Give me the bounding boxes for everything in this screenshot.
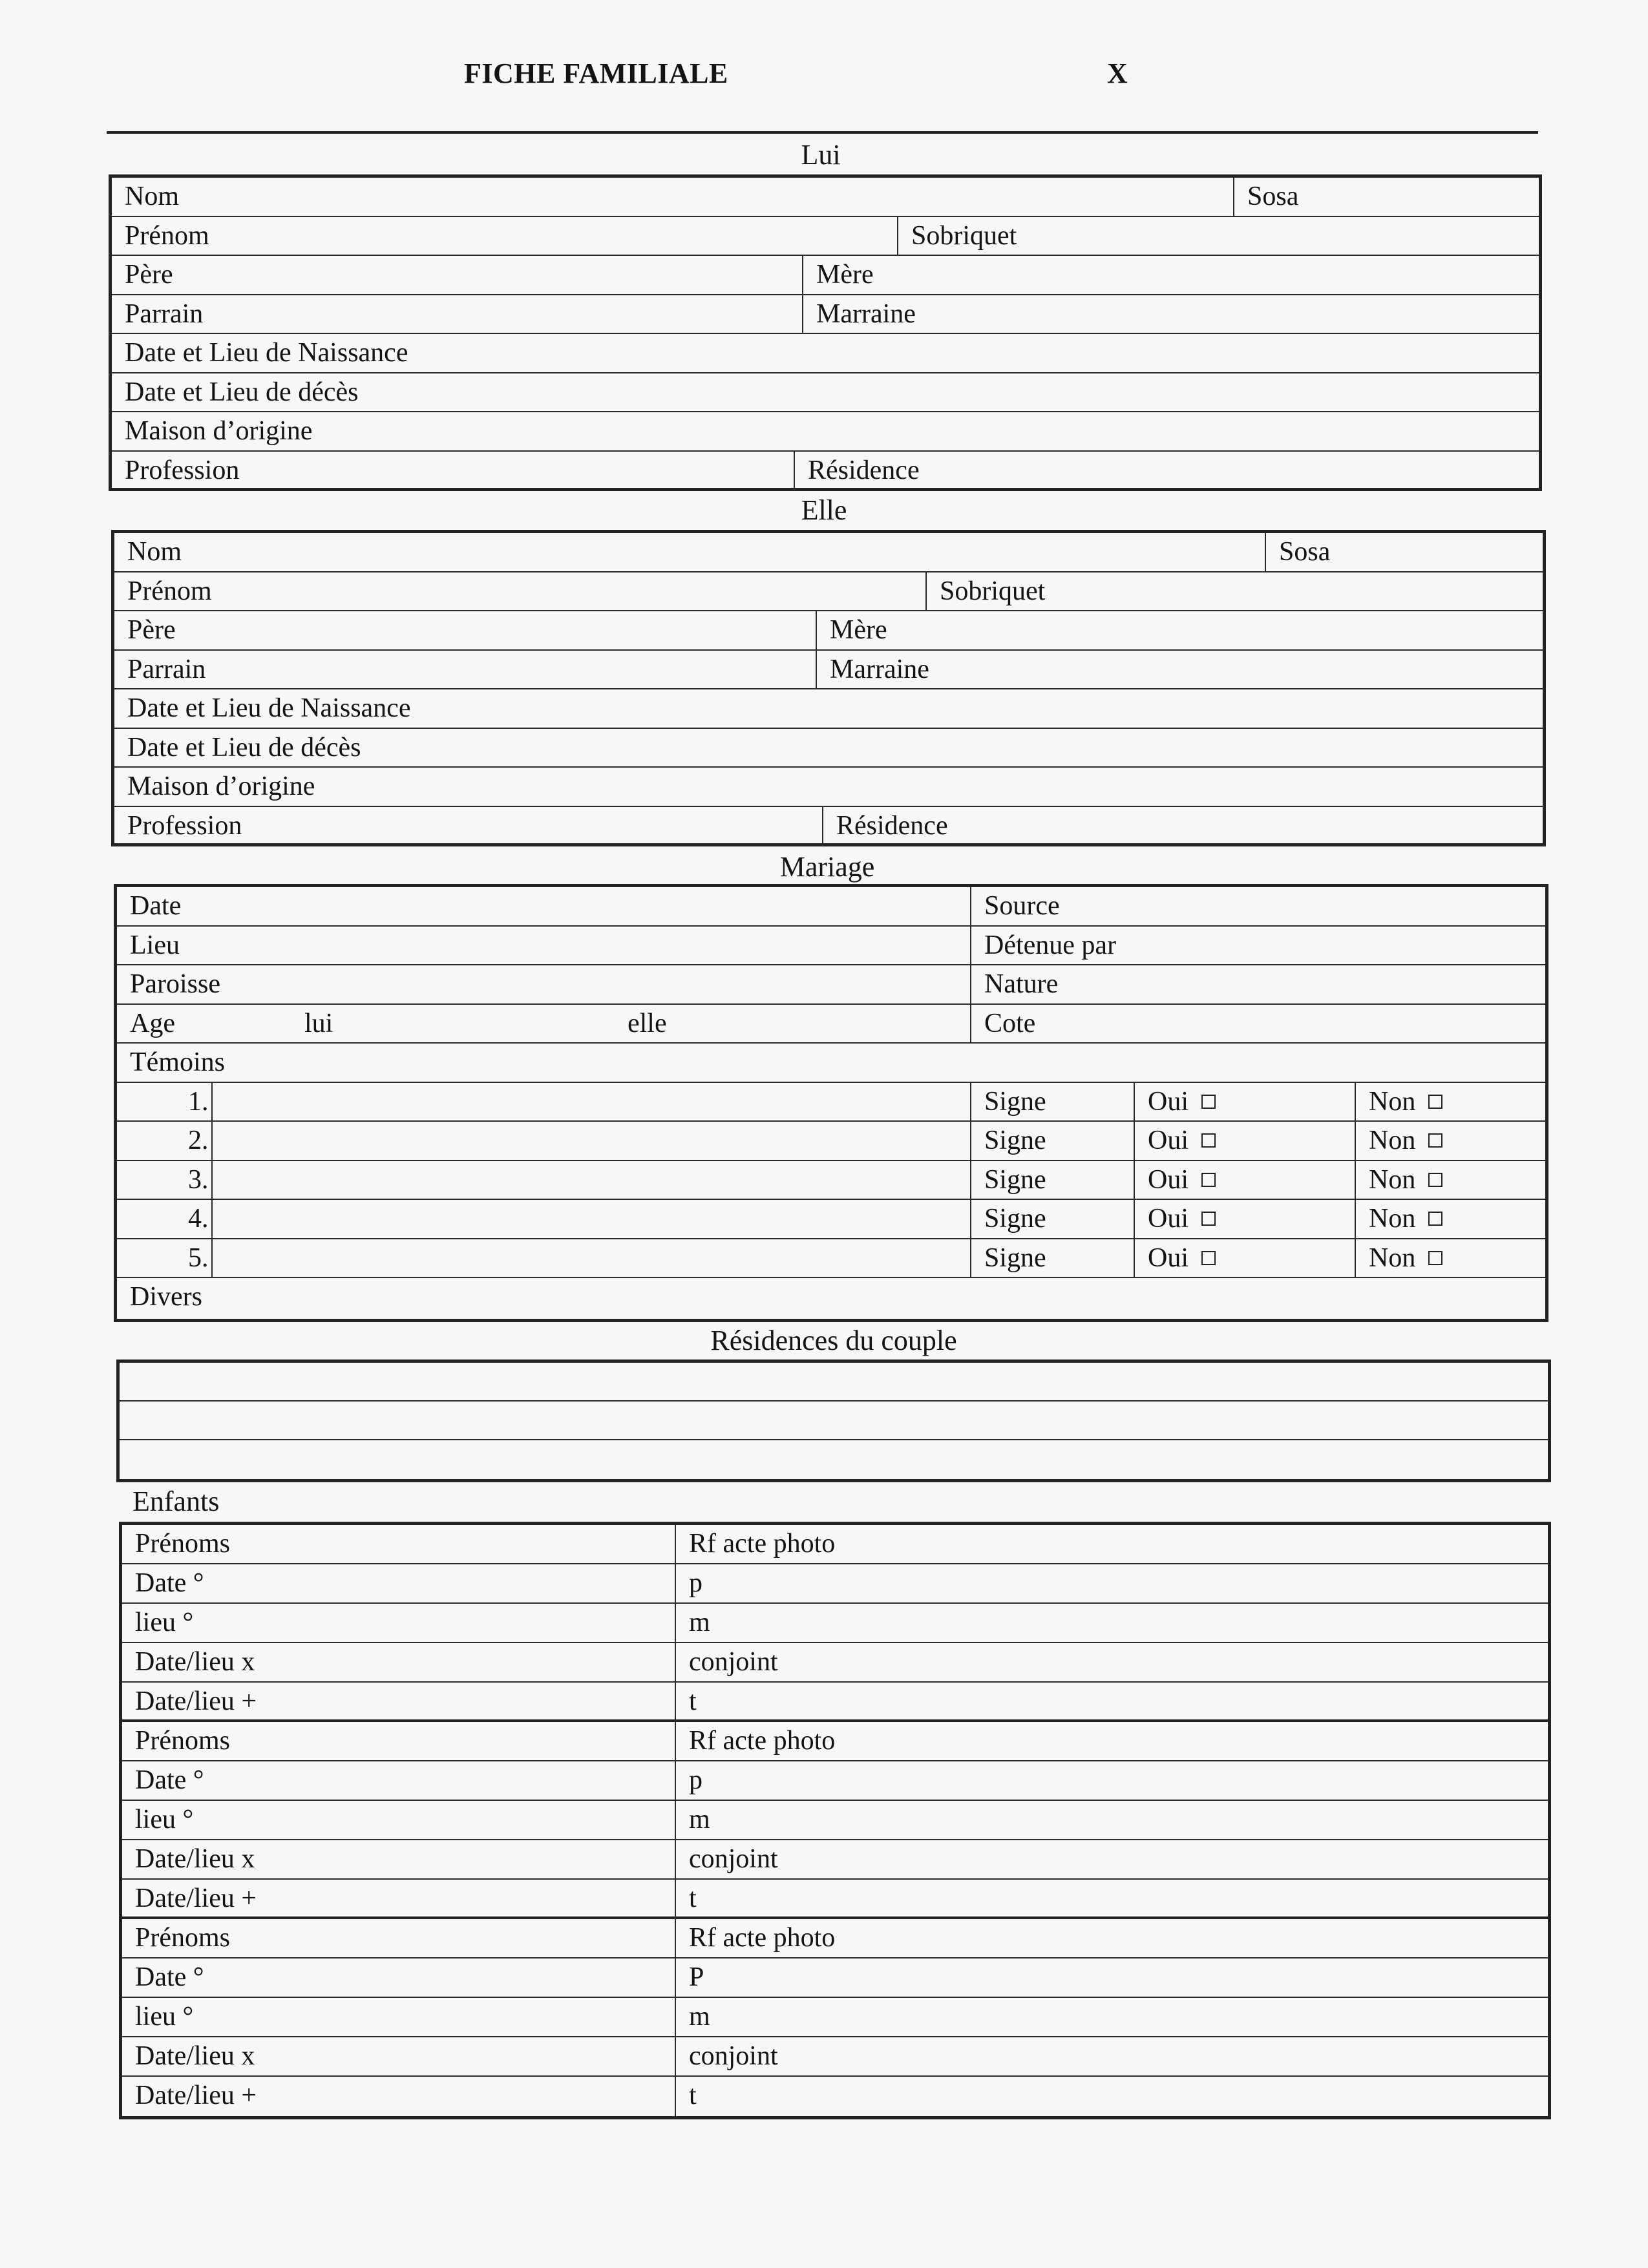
- mariage-row-paroisse: [117, 965, 1545, 1005]
- witness-non-option[interactable]: Non: [1356, 1083, 1442, 1121]
- witness-oui-option[interactable]: Oui: [1135, 1239, 1216, 1277]
- residence-row[interactable]: [120, 1402, 1548, 1440]
- elle-pere-label: Père: [127, 615, 176, 645]
- elle-table: [111, 530, 1546, 846]
- enfant-field-label: Date °: [135, 1568, 204, 1598]
- enfant-row: [122, 1840, 1548, 1880]
- witness-signe-label: Signe: [984, 1164, 1046, 1195]
- witness-row: [117, 1083, 1545, 1122]
- witness-number: 3.: [188, 1164, 209, 1195]
- lui-nom-label: Nom: [125, 182, 179, 211]
- elle-profession-label: Profession: [127, 810, 242, 841]
- checkbox-icon[interactable]: [1201, 1251, 1216, 1265]
- enfant-field-label-right: conjoint: [689, 1844, 778, 1874]
- residences-table: [116, 1360, 1551, 1482]
- checkbox-icon[interactable]: [1428, 1095, 1442, 1109]
- enfant-field-label-right: p: [689, 1765, 703, 1795]
- enfant-field-label-right: t: [689, 1884, 697, 1913]
- witness-signe-label: Signe: [984, 1086, 1046, 1117]
- enfant-field-label: Date/lieu x: [135, 1647, 255, 1677]
- witness-oui-option[interactable]: Oui: [1135, 1200, 1216, 1238]
- mariage-row-age: [117, 1005, 1545, 1044]
- enfant-field-label-right: conjoint: [689, 2041, 778, 2071]
- lui-naissance-label: Date et Lieu de Naissance: [125, 338, 408, 368]
- enfant-field-label-right: m: [689, 1608, 710, 1637]
- lui-prenom-label: Prénom: [125, 220, 209, 251]
- elle-maison-label: Maison d’origine: [127, 772, 315, 801]
- mariage-paroisse-label: Paroisse: [130, 969, 220, 999]
- enfant-row: [122, 2037, 1548, 2077]
- lui-row-prenom: [112, 217, 1539, 257]
- section-heading-residences: Résidences du couple: [710, 1325, 957, 1356]
- elle-row-naissance: [114, 689, 1543, 729]
- lui-parrain-label: Parrain: [125, 299, 204, 329]
- lui-profession-label: Profession: [125, 455, 240, 485]
- lui-sosa-label: Sosa: [1247, 182, 1299, 211]
- section-heading-elle: Elle: [801, 494, 847, 526]
- elle-row-deces: [114, 729, 1543, 768]
- witness-row: [117, 1239, 1545, 1279]
- witness-number: 4.: [188, 1204, 209, 1234]
- mariage-temoins-label: Témoins: [130, 1047, 225, 1077]
- enfant-field-label-right: m: [689, 1805, 710, 1834]
- lui-row-deces: [112, 373, 1539, 413]
- checkbox-icon[interactable]: [1428, 1251, 1442, 1265]
- elle-row-pere: [114, 611, 1543, 651]
- enfant-row: [122, 1604, 1548, 1643]
- checkbox-icon[interactable]: [1201, 1212, 1216, 1226]
- section-heading-mariage: Mariage: [779, 851, 875, 883]
- enfant-row: [122, 1998, 1548, 2037]
- elle-row-prenom: [114, 572, 1543, 612]
- enfant-field-label: Date/lieu +: [135, 1686, 257, 1716]
- enfants-column-divider: [675, 1525, 676, 2116]
- enfant-field-label: Date/lieu x: [135, 2041, 255, 2071]
- witness-number: 1.: [188, 1086, 209, 1117]
- mariage-row-divers: [117, 1278, 1545, 1318]
- mariage-row-date: [117, 887, 1545, 927]
- enfant-row: [122, 1683, 1548, 1722]
- witness-row: [117, 1200, 1545, 1239]
- enfant-row: [122, 1761, 1548, 1801]
- elle-deces-label: Date et Lieu de décès: [127, 732, 361, 762]
- enfant-row: [122, 1564, 1548, 1604]
- section-heading-enfants: Enfants: [132, 1486, 220, 1517]
- elle-row-parrain: [114, 651, 1543, 690]
- witness-number: 2.: [188, 1126, 209, 1155]
- elle-parrain-label: Parrain: [127, 654, 206, 684]
- lui-table: [109, 174, 1542, 491]
- enfant-field-label: Prénoms: [135, 1923, 230, 1953]
- enfant-row: [122, 2077, 1548, 2116]
- mariage-age-elle-label: elle: [628, 1008, 667, 1038]
- enfant-field-label-right: P: [689, 1962, 704, 1992]
- lui-mere-label: Mère: [816, 260, 874, 289]
- mariage-age-label: Age: [130, 1008, 175, 1038]
- residence-row[interactable]: [120, 1363, 1548, 1402]
- enfant-row: [122, 1525, 1548, 1564]
- enfant-row: [122, 1958, 1548, 1998]
- enfant-field-label-right: p: [689, 1568, 703, 1598]
- mariage-cote-label: Cote: [984, 1008, 1036, 1038]
- mariage-source-label: Source: [984, 891, 1060, 921]
- page-mark: X: [1107, 58, 1128, 89]
- lui-deces-label: Date et Lieu de décès: [125, 377, 359, 407]
- elle-sosa-label: Sosa: [1279, 537, 1331, 567]
- witness-number: 5.: [188, 1243, 209, 1273]
- enfant-field-label: Date °: [135, 1765, 204, 1795]
- title-rule: [107, 131, 1538, 134]
- enfant-field-label-right: Rf acte photo: [689, 1529, 836, 1559]
- mariage-row-temoins: [117, 1044, 1545, 1083]
- lui-row-pere: [112, 256, 1539, 295]
- enfants-table: [119, 1522, 1551, 2119]
- enfant-field-label-right: m: [689, 2002, 710, 2032]
- elle-mere-label: Mère: [830, 615, 887, 645]
- enfant-field-label: Prénoms: [135, 1726, 230, 1756]
- witness-non-option[interactable]: Non: [1356, 1161, 1442, 1199]
- mariage-age-lui-label: lui: [304, 1008, 333, 1038]
- enfant-field-label-right: Rf acte photo: [689, 1923, 836, 1953]
- enfant-field-label-right: conjoint: [689, 1647, 778, 1677]
- enfant-field-label: Date °: [135, 1962, 204, 1992]
- elle-row-nom: [114, 533, 1543, 572]
- enfant-row: [122, 1643, 1548, 1683]
- elle-sobriquet-label: Sobriquet: [940, 576, 1046, 606]
- checkbox-icon[interactable]: [1201, 1095, 1216, 1109]
- enfant-field-label: Prénoms: [135, 1529, 230, 1559]
- lui-sobriquet-label: Sobriquet: [911, 220, 1017, 251]
- lui-residence-label: Résidence: [808, 455, 920, 485]
- enfant-row: [122, 1801, 1548, 1840]
- enfant-field-label: Date/lieu +: [135, 1884, 257, 1913]
- lui-maison-label: Maison d’origine: [125, 416, 313, 446]
- mariage-lieu-label: Lieu: [130, 930, 180, 960]
- mariage-detenue-label: Détenue par: [984, 930, 1117, 960]
- mariage-nature-label: Nature: [984, 969, 1059, 999]
- witness-oui-option[interactable]: Oui: [1135, 1122, 1216, 1160]
- witness-row: [117, 1122, 1545, 1161]
- elle-prenom-label: Prénom: [127, 576, 212, 606]
- checkbox-icon[interactable]: [1428, 1212, 1442, 1226]
- residence-row[interactable]: [120, 1440, 1548, 1479]
- witness-non-option[interactable]: Non: [1356, 1122, 1442, 1160]
- witness-signe-label: Signe: [984, 1243, 1046, 1273]
- elle-nom-label: Nom: [127, 537, 182, 567]
- checkbox-icon[interactable]: [1201, 1133, 1216, 1148]
- elle-naissance-label: Date et Lieu de Naissance: [127, 693, 411, 723]
- witness-non-option[interactable]: Non: [1356, 1200, 1442, 1238]
- checkbox-icon[interactable]: [1428, 1133, 1442, 1148]
- enfant-row: [122, 1880, 1548, 1919]
- witness-signe-label: Signe: [984, 1204, 1046, 1234]
- mariage-table: [114, 884, 1548, 1322]
- lui-pere-label: Père: [125, 260, 173, 289]
- mariage-row-lieu: [117, 927, 1545, 966]
- mariage-date-label: Date: [130, 891, 182, 921]
- enfant-field-label: Date/lieu x: [135, 1844, 255, 1874]
- enfant-field-label: lieu °: [135, 1805, 194, 1834]
- enfant-row: [122, 1722, 1548, 1761]
- enfant-field-label: Date/lieu +: [135, 2081, 257, 2110]
- elle-marraine-label: Marraine: [830, 654, 929, 684]
- lui-row-nom: [112, 178, 1539, 217]
- lui-row-parrain: [112, 295, 1539, 335]
- witness-signe-label: Signe: [984, 1126, 1046, 1155]
- enfant-row: [122, 1919, 1548, 1958]
- enfant-field-label-right: Rf acte photo: [689, 1726, 836, 1756]
- checkbox-icon[interactable]: [1201, 1173, 1216, 1187]
- enfants-body: [122, 1525, 1548, 2116]
- lui-marraine-label: Marraine: [816, 299, 916, 329]
- enfant-field-label-right: t: [689, 2081, 697, 2110]
- checkbox-icon[interactable]: [1428, 1173, 1442, 1187]
- lui-row-maison: [112, 412, 1539, 452]
- enfant-field-label: lieu °: [135, 2002, 194, 2032]
- witness-row: [117, 1161, 1545, 1201]
- enfant-field-label: lieu °: [135, 1608, 194, 1637]
- page-title: FICHE FAMILIALE: [464, 58, 728, 89]
- elle-row-maison: [114, 768, 1543, 807]
- elle-residence-label: Résidence: [836, 810, 948, 841]
- enfant-field-label-right: t: [689, 1686, 697, 1716]
- witness-oui-option[interactable]: Oui: [1135, 1083, 1216, 1121]
- section-heading-lui: Lui: [801, 139, 841, 171]
- lui-row-profession: [112, 452, 1539, 491]
- witness-non-option[interactable]: Non: [1356, 1239, 1442, 1277]
- lui-row-naissance: [112, 334, 1539, 373]
- witness-oui-option[interactable]: Oui: [1135, 1161, 1216, 1199]
- mariage-divers-label: Divers: [130, 1282, 202, 1312]
- elle-row-profession: [114, 807, 1543, 846]
